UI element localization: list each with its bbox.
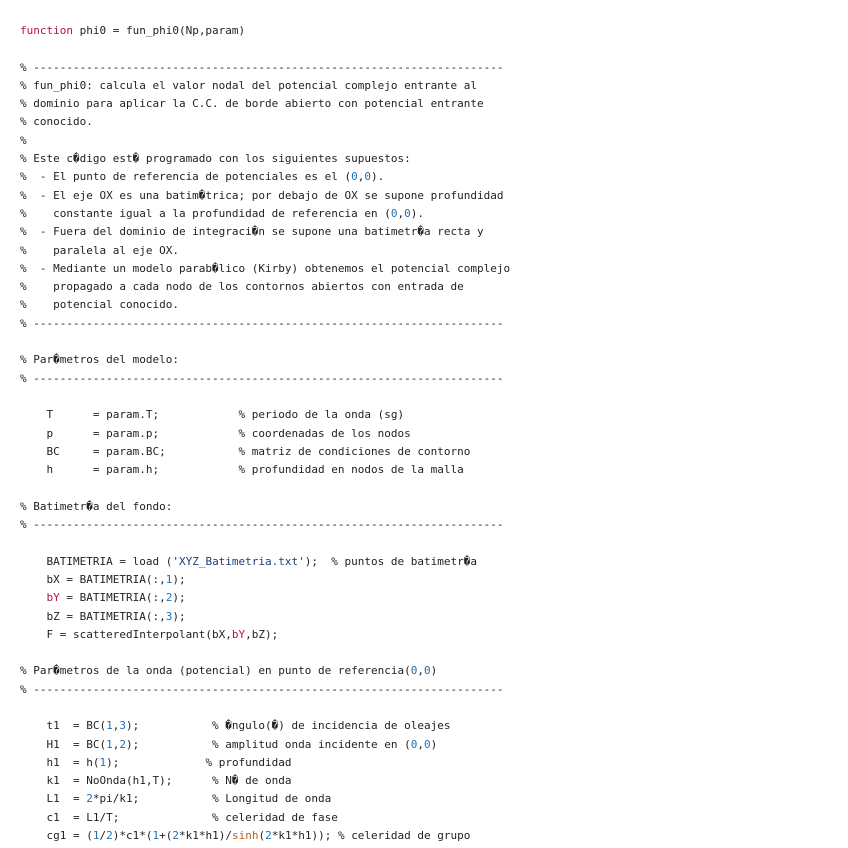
code-line: [20, 443, 510, 461]
code-token: F = scatteredInterpolant(bX,: [20, 627, 232, 641]
code-line: [20, 59, 510, 77]
code-token: T = param.T; % periodo de la onda (sg): [20, 408, 405, 422]
code-line: [20, 315, 510, 333]
code-token: % -----------------------------------------------------------------------: [20, 316, 504, 330]
code-token: ); % amplitud onda incidente en (: [125, 737, 411, 751]
code-line: [20, 113, 510, 131]
code-token: )*c1*(: [112, 829, 153, 843]
code-token: 0: [390, 206, 398, 220]
code-line: [20, 278, 510, 296]
code-token: % - Fuera del dominio de integraci�n se supone una batimetr�a recta y: [20, 225, 484, 239]
code-token: H1 = BC(: [20, 737, 107, 751]
code-token: % -----------------------------------------------------------------------: [20, 682, 504, 696]
code-line: [20, 790, 510, 808]
code-token: 2: [86, 792, 93, 806]
code-line: [20, 205, 510, 223]
code-token: L1 =: [20, 792, 87, 806]
code-token: (: [258, 829, 266, 843]
code-token: *k1*h1)); % celeridad de grupo: [271, 829, 471, 843]
code-line: [20, 95, 510, 113]
code-token: % Batimetr�a del fondo:: [20, 499, 173, 513]
code-token: bX = BATIMETRIA(:,: [20, 572, 166, 586]
code-token: bY: [46, 591, 60, 605]
code-token: % potencial conocido.: [20, 298, 179, 312]
code-token: 0: [410, 664, 418, 678]
code-token: % constante igual a la profundidad de referencia en (: [20, 206, 391, 220]
code-line: [20, 388, 510, 406]
code-token: = BATIMETRIA(:,: [59, 591, 166, 605]
code-token: BATIMETRIA = load (: [20, 554, 173, 568]
code-token: c1 = L1/T; % celeridad de fase: [20, 810, 338, 824]
code-token: 0: [423, 664, 431, 678]
code-token: bY: [231, 627, 246, 641]
code-token: /: [99, 829, 107, 843]
code-token: ).: [410, 206, 424, 220]
code-token: ); % profundidad: [106, 755, 292, 769]
code-token: );: [172, 591, 186, 605]
code-token: ); % puntos de batimetr�a: [304, 554, 477, 568]
code-token: % - Mediante un modelo parab�lico (Kirby) obtenemos el potencial complejo: [20, 261, 511, 275]
code-line: [20, 168, 510, 186]
code-line: [20, 77, 510, 95]
code-token: function: [20, 24, 73, 37]
code-token: % Par�metros del modelo:: [20, 353, 179, 367]
code-line: [20, 553, 510, 571]
code-token: ): [430, 737, 438, 751]
code-line: [20, 40, 510, 58]
code-token: % fun_phi0: calcula el valor nodal del potencial complejo entrante al: [20, 78, 477, 92]
code-token: ).: [371, 170, 385, 184]
code-token: % propagado a cada nodo de los contornos abiertos con entrada de: [20, 280, 464, 294]
code-token: 2: [172, 829, 179, 843]
code-token: *pi/k1; % Longitud de onda: [92, 792, 332, 806]
code-line: [20, 827, 510, 845]
code-token: % - El eje OX es una batim�trica; por debajo de OX se supone profundidad: [20, 188, 504, 202]
code-line: [20, 772, 510, 790]
code-token: ,: [397, 206, 405, 220]
code-token: 2: [165, 591, 173, 605]
code-token: % Este c�digo est� programado con los siguientes supuestos:: [20, 152, 411, 166]
code-line: [20, 260, 510, 278]
code-line: [20, 498, 510, 516]
code-token: 1: [152, 829, 160, 843]
code-token: 0: [404, 206, 411, 220]
code-token: );: [172, 609, 186, 623]
code-line: [20, 644, 510, 662]
code-token: 0: [410, 737, 418, 751]
code-token: 1: [92, 829, 100, 843]
code-line: [20, 534, 510, 552]
code-token: %: [20, 133, 27, 147]
code-token: +(: [159, 829, 173, 843]
code-token: ,: [112, 737, 120, 751]
code-token: ); % �ngulo(�) de incidencia de oleajes: [125, 719, 451, 733]
code-editor: [20, 22, 510, 845]
code-line: [20, 681, 510, 699]
code-token: h1 = h(: [20, 755, 100, 769]
code-token: ,: [357, 170, 365, 184]
code-token: 0: [351, 170, 358, 184]
code-line: [20, 516, 510, 534]
code-token: 1: [106, 737, 113, 751]
code-token: 2: [265, 829, 272, 843]
code-token: 'XYZ_Batimetria.txt': [172, 554, 305, 568]
code-line: [20, 662, 510, 680]
code-token: *k1*h1)/: [178, 829, 232, 843]
code-token: ,: [417, 737, 424, 751]
code-token: % conocido.: [20, 115, 93, 129]
code-token: 1: [165, 572, 173, 586]
code-token: % -----------------------------------------------------------------------: [20, 371, 504, 385]
code-token: sinh: [231, 829, 259, 843]
code-token: ,: [112, 719, 120, 733]
code-line: [20, 608, 510, 626]
code-token: ,bZ);: [245, 627, 279, 641]
code-line: [20, 699, 510, 717]
code-token: [20, 591, 47, 604]
code-line: [20, 425, 510, 443]
code-line: [20, 754, 510, 772]
code-line: [20, 370, 510, 388]
code-token: 2: [119, 737, 126, 751]
code-token: % paralela al eje OX.: [20, 243, 179, 257]
code-token: t1 = BC(: [20, 719, 107, 733]
code-token: );: [172, 572, 186, 586]
code-token: ): [430, 664, 438, 678]
code-line: [20, 717, 510, 735]
code-token: % -----------------------------------------------------------------------: [20, 518, 504, 532]
code-line: [20, 223, 510, 241]
code-line: [20, 150, 510, 168]
code-line: [20, 479, 510, 497]
code-token: cg1 = (: [20, 829, 93, 843]
code-token: % -----------------------------------------------------------------------: [20, 60, 504, 74]
code-line: [20, 406, 510, 424]
code-token: BC = param.BC; % matriz de condiciones de contorno: [20, 444, 471, 458]
code-token: % - El punto de referencia de potenciales es el (: [20, 170, 352, 184]
code-token: 1: [106, 719, 113, 733]
code-line: [20, 461, 510, 479]
code-token: k1 = NoOnda(h1,T); % N� de onda: [20, 774, 292, 788]
code-token: 0: [364, 170, 372, 184]
code-line: [20, 296, 510, 314]
code-line: [20, 626, 510, 644]
code-line: [20, 333, 510, 351]
code-token: 0: [424, 737, 431, 751]
code-token: h = param.h; % profundidad en nodos de la malla: [20, 463, 464, 477]
code-line: [20, 351, 510, 369]
code-token: phi0 = fun_phi0(Np,param): [72, 24, 246, 37]
code-token: bZ = BATIMETRIA(:,: [20, 609, 166, 623]
code-line: [20, 132, 510, 150]
code-token: p = param.p; % coordenadas de los nodos: [20, 426, 411, 440]
code-line: [20, 187, 510, 205]
code-token: 3: [165, 609, 173, 623]
code-token: ,: [417, 664, 424, 678]
code-line: [20, 571, 510, 589]
code-line: [20, 736, 510, 754]
code-token: 1: [99, 755, 107, 769]
code-token: % Par�metros de la onda (potencial) en punto de referencia(: [20, 664, 411, 678]
code-line: [20, 809, 510, 827]
code-line: [20, 589, 510, 607]
code-token: 3: [119, 719, 126, 733]
code-token: 2: [106, 829, 113, 843]
code-line: [20, 242, 510, 260]
code-token: % dominio para aplicar la C.C. de borde abierto con potencial entrante: [20, 97, 484, 111]
code-line: [20, 22, 510, 40]
